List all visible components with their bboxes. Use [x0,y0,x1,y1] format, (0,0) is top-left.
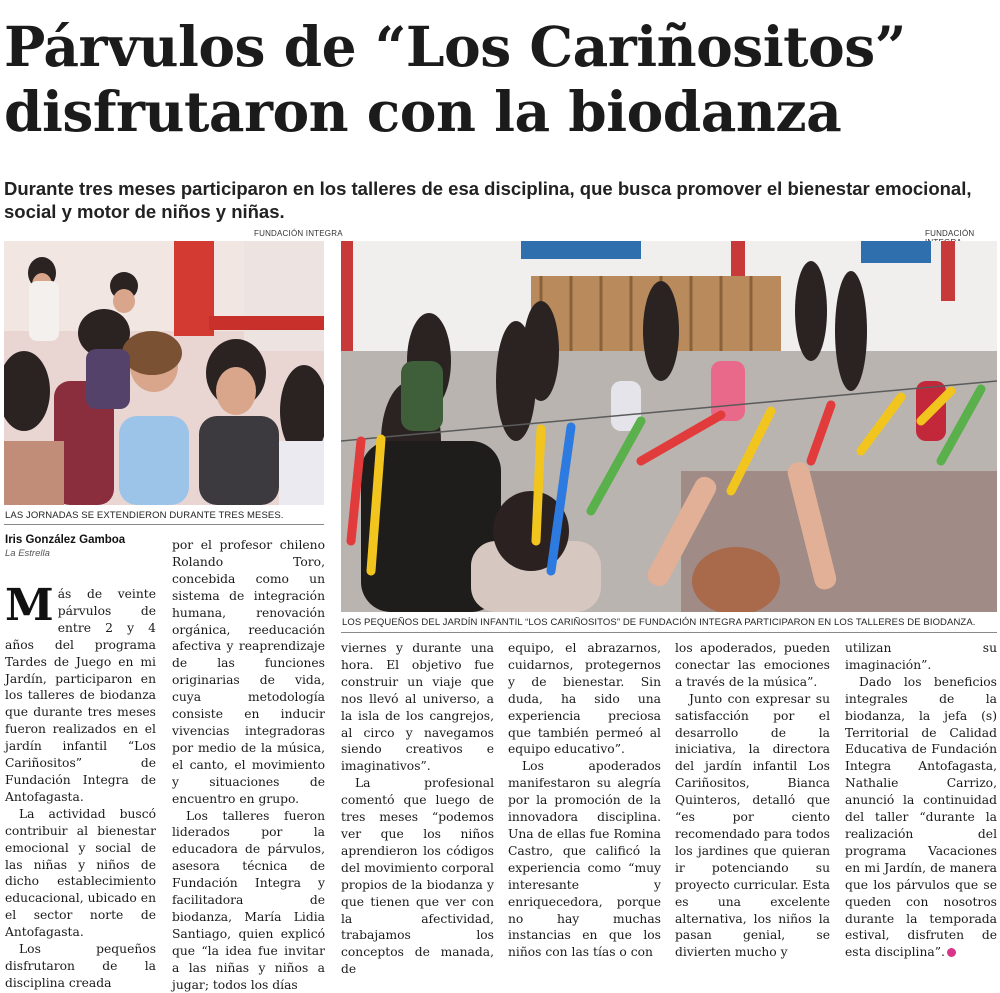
photo-left-caption: LAS JORNADAS SE EXTENDIERON DURANTE TRES MESES. [5,510,284,521]
photo-right-illustration [341,241,997,612]
article-column-3 [341,640,494,978]
caption-divider-left [4,524,324,525]
headline-line-2: disfrutaron con la biodanza [4,79,841,144]
photo-right-credit: FUNDACIÓN [925,229,1000,247]
paragraph: por el profesor chileno Rolando Toro, concebida como un sistema de integración humana, renovación orgánica, reeducación afectiva y reaprendizaje de las funciones originarias de vida, cuya metodología consiste en inducir vivencias integradoras por medio de la música, el canto, el movimiento y situaciones de encuentro en grupo. [172,537,325,808]
photo-left-illustration [4,241,324,505]
dropcap-letter: M [5,586,58,623]
paragraph: La actividad buscó contribuir al bienestar emocional y social de las niñas y niños de dicho establecimiento educacional, ubicado en el sector norte de Antofagasta. [5,806,156,941]
article-column-6 [845,640,997,961]
paragraph: Junto con expresar su satisfacción por el desarrollo de la iniciativa, la directora del jardín infantil Los Cariñositos, Bianca Quinteros, detalló que “es por ciento recomendado para todos los jardines que quieran ir potenciando su proyecto curricular. Esta es una excelente alternativa, los niños la pasan genial, se divierten mucho y [675,691,830,962]
caption-divider-right [341,632,997,633]
headline [4,14,994,144]
byline-source: La Estrella [5,548,50,559]
article-column-2 [172,537,325,993]
paragraph: viernes y durante una hora. El objetivo fue construir un viaje que nos llevó al universo, a la isla de los cangrejos, al circo y navegamos siendo creativos e imaginativos”. [341,640,494,775]
photo-left [4,241,324,505]
article-column-1 [5,586,156,992]
end-mark-icon [947,948,956,957]
paragraph: ás de veinte párvulos de entre 2 y 4 años del programa Tardes de Juego en mi Jardín, participaron en los talleres de biodanza que durante tres meses fueron realizados en el jardín infantil “Los Cariñositos” de Fundación Integra de Antofagasta. [5,587,156,804]
paragraph: utilizan su imaginación”. [845,640,997,674]
article-column-5 [675,640,830,961]
byline-author: Iris González Gamboa [5,534,125,546]
paragraph: Dado los beneficios integrales de la biodanza, la jefa (s) Territorial de Calidad Educativa de Fundación Integra Antofagasta, Nathalie Carrizo, anunció la continuidad del taller “durante la realización del programa Vacaciones en mi Jardín, de manera que los párvulos que se queden con nosotros durante la temporada estival, disfruten de esta disciplina”. [845,675,997,960]
article-column-4 [508,640,661,961]
paragraph: los apoderados, pueden conectar las emociones a través de la música”. [675,640,830,691]
paragraph: Los talleres fueron liderados por la educadora de párvulos, asesora técnica de Fundación Integra y facilitadora de biodanza, María Lidia Santiago, quien explicó que “la idea fue invitar a las niñas y niños a jugar; todos los días [172,808,325,993]
paragraph: La profesional comentó que luego de tres meses “podemos ver que los niños aprendieron los códigos del movimiento corporal propios de la biodanza y que tienen que ver con la afectividad, trabajamos los conceptos de manada, de [341,775,494,978]
paragraph: equipo, el abrazarnos, cuidarnos, protegernos y de bienestar. Sin duda, ha sido una experiencia preciosa que también permeó al equipo educativo”. [508,640,661,758]
photo-right [341,241,997,612]
paragraph: Los apoderados manifestaron su alegría por la promoción de la innovadora disciplina. Una de ellas fue Romina Castro, que calificó la experiencia como “muy interesante y enriquecedora, porque no hay muchas instancias en que los niños con las tías o con [508,758,661,961]
photo-left-credit: FUNDACIÓN INTEGRA [254,229,343,238]
paragraph: Los pequeños disfrutaron de la disciplina creada [5,941,156,992]
headline-line-1: Párvulos de “Los Cariñositos” [4,14,906,79]
photo-right-caption: LOS PEQUEÑOS DEL JARDÍN INFANTIL “LOS CARIÑOSITOS” DE FUNDACIÓN INTEGRA PARTICIPARON EN LOS TALLERES DE BIODANZA. [342,617,976,628]
deck-subtitle: Durante tres meses participaron en los talleres de esa disciplina, que busca promover el bienestar emocional, social y motor de niños y niñas. [4,177,996,223]
